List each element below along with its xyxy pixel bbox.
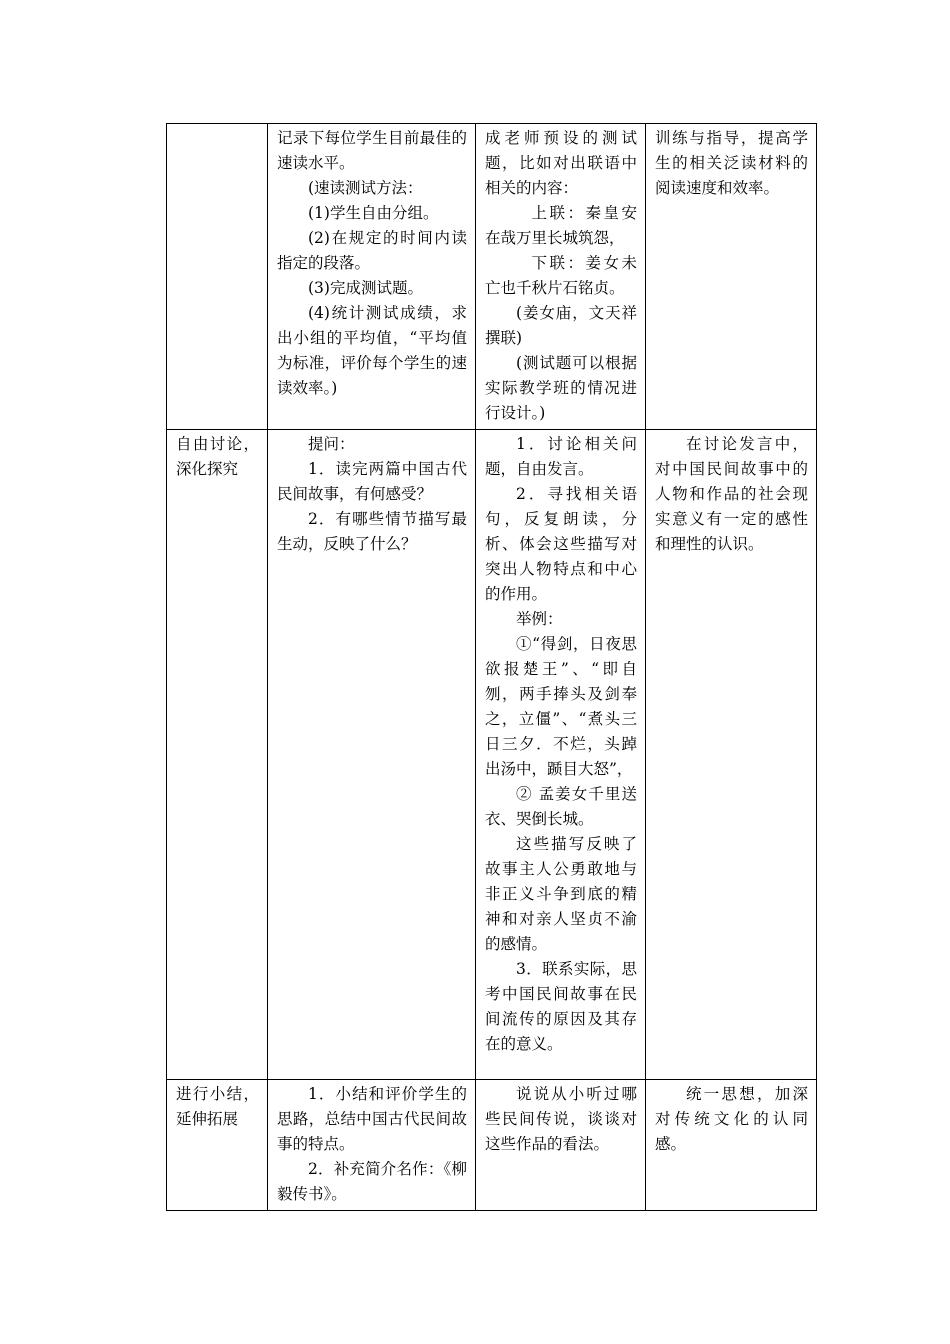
paragraph: 2．有哪些情节描写最生动，反映了什么？ (277, 510, 467, 553)
student-activity-cell (476, 1080, 646, 1211)
paragraph: 1．讨论相关问题，自由发言。 (485, 435, 637, 478)
paragraph: 这些描写反映了故事主人公勇敢地与非正义斗争到底的精神和对亲人坚贞不渝的感情。 (485, 835, 637, 953)
paragraph: 举例： (516, 610, 563, 628)
table-row (167, 124, 817, 430)
paragraph: (4)统计测试成绩，求出小组的平均值，“平均值为标准，评价每个学生的速读效率。) (277, 304, 467, 397)
paragraph: ①“得剑，日夜思欲报楚王”、“即自刎，两手捧头及剑奉之，立僵”、“煮头三日三夕．不烂，头踔出汤中，踬目大怒”， (485, 635, 637, 778)
stage-text: 进行小结，延伸拓展 (176, 1085, 259, 1128)
paragraph: 成老师预设的测试题，比如对出联语中相关的内容： (485, 129, 637, 197)
paragraph: 1．小结和评价学生的思路，总结中国古代民间故事的特点。 (277, 1085, 467, 1153)
teacher-activity-cell (268, 430, 476, 1080)
paragraph: 2．寻找相关语句，反复朗读，分析、体会这些描写对突出人物特点和中心的作用。 (485, 485, 637, 603)
paragraph: (测试题可以根据实际教学班的情况进行设计。) (485, 354, 637, 422)
paragraph: ② 孟姜女千里送衣、哭倒长城。 (485, 785, 637, 828)
paragraph: 说说从小听过哪些民间传说，谈谈对这些作品的看法。 (485, 1085, 637, 1153)
paragraph: (2)在规定的时间内读指定的段落。 (277, 229, 467, 272)
paragraph: 1．读完两篇中国古代民间故事，有何感受？ (277, 460, 467, 503)
paragraph: 3．联系实际，思考中国民间故事在民间流传的原因及其存在的意义。 (485, 960, 637, 1053)
table-row (167, 1080, 817, 1211)
table-row (167, 430, 817, 1080)
paragraph: 记录下每位学生目前最佳的速读水平。 (277, 129, 467, 172)
design-intent-cell (646, 1080, 817, 1211)
paragraph: 上联：秦皇安在哉万里长城筑怨， (485, 204, 637, 247)
paragraph: (1)学生自由分组。 (308, 204, 439, 222)
paragraph: 在讨论发言中，对中国民间故事中的人物和作品的社会现实意义有一定的感性和理性的认识。 (655, 435, 808, 553)
paragraph: (3)完成测试题。 (308, 279, 423, 297)
design-intent-cell (646, 430, 817, 1080)
student-activity-cell (476, 430, 646, 1080)
paragraph: 提问： (308, 435, 355, 453)
paragraph: 2．补充简介名作：《柳毅传书》。 (277, 1160, 467, 1203)
paragraph: 统一思想，加深对传统文化的认同感。 (655, 1085, 808, 1153)
paragraph: 训练与指导，提高学生的相关泛读材料的阅读速度和效率。 (655, 129, 808, 197)
paragraph: 下联：姜女未亡也千秋片石铭贞。 (485, 254, 637, 297)
design-intent-cell (646, 124, 817, 430)
stage-cell (167, 1080, 268, 1211)
teacher-activity-cell (268, 1080, 476, 1211)
student-activity-cell (476, 124, 646, 430)
teacher-activity-cell (268, 124, 476, 430)
stage-cell (167, 124, 268, 430)
stage-text: 自由讨论，深化探究 (176, 435, 259, 478)
stage-cell (167, 430, 268, 1080)
paragraph: (速读测试方法： (308, 179, 423, 197)
lesson-plan-table (166, 123, 817, 1211)
paragraph: (姜女庙，文天祥撰联) (485, 304, 637, 347)
